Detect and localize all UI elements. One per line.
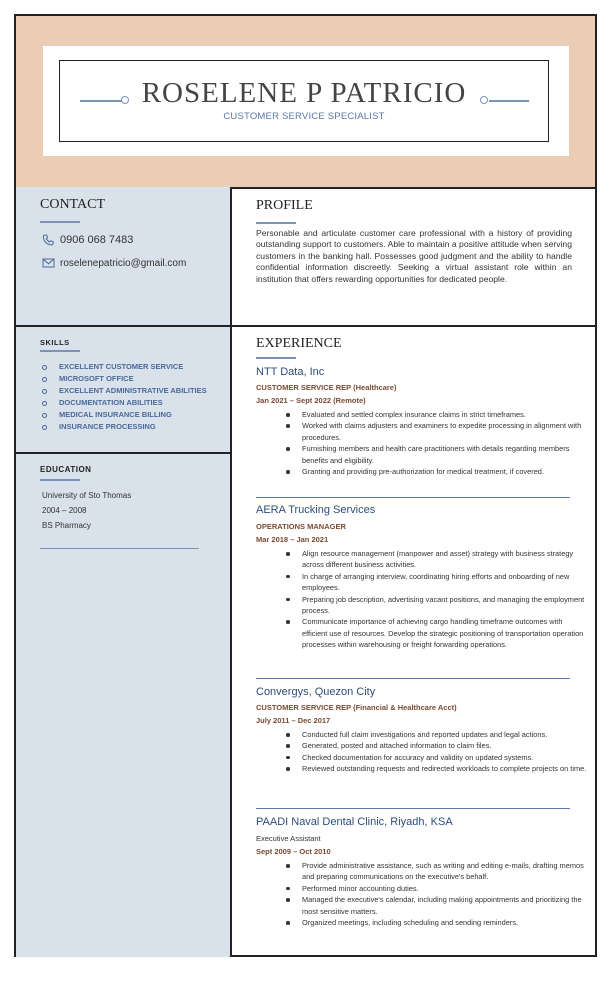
profile-underline [256, 222, 296, 224]
job-separator [256, 808, 570, 809]
skills-underline [40, 350, 80, 352]
job-bullet: Conducted full claim investigations and reported updates and legal actions. [278, 729, 588, 740]
phone-icon [42, 234, 55, 246]
job-bullet: Provide administrative assistance, such as writing and editing e-mails, drafting memos and preparing communications on the executive's behalf. [278, 860, 588, 883]
job-company: PAADI Naval Dental Clinic, Riyadh, KSA [256, 816, 453, 828]
job-role: OPERATIONS MANAGER [256, 522, 346, 531]
education-end-line [40, 548, 199, 549]
header-box [59, 60, 549, 142]
job-company: AERA Trucking Services [256, 504, 376, 516]
skill-item: MEDICAL INSURANCE BILLING [42, 409, 207, 421]
phone-row [42, 234, 133, 246]
job-dates: Jan 2021 – Sept 2022 (Remote) [256, 396, 366, 405]
job-bullets [278, 729, 588, 775]
header-card [43, 46, 569, 156]
job-bullet: In charge of arranging interview, coordinating hiring efforts and onboarding of new employees. [278, 571, 588, 594]
job-bullet: Communicate importance of achieving cargo handling timeframe outcomes with efficient use of resources. Develop the strategic positioning of transportation operation processes within warehousing or freight forwarding operations. [278, 616, 588, 650]
resume-frame [14, 14, 597, 957]
candidate-name: ROSELENE P PATRICIO [141, 77, 467, 109]
job-bullet: Evaluated and settled complex insurance claims in strict timeframes. [278, 409, 588, 420]
contact-underline [40, 221, 80, 223]
job-bullets [278, 860, 588, 928]
profile-heading: PROFILE [256, 198, 313, 213]
job-bullet: Preparing job description, advertising vacant positions, and managing the employment process. [278, 594, 588, 617]
job-dates: Sept 2009 – Oct 2010 [256, 847, 331, 856]
section-divider [16, 325, 595, 327]
job-bullets [278, 409, 588, 477]
job-role: Executive Assistant [256, 834, 321, 843]
job-bullet: Managed the executive's calendar, including making appointments and prioritizing the most sensitive matters. [278, 894, 588, 917]
job-dates: Mar 2018 – Jan 2021 [256, 535, 329, 544]
job-role: CUSTOMER SERVICE REP (Healthcare) [256, 383, 397, 392]
education-school: University of Sto Thomas [42, 491, 132, 500]
job-company: Convergys, Quezon City [256, 686, 376, 698]
skill-item: INSURANCE PROCESSING [42, 421, 207, 433]
job-separator [256, 497, 570, 498]
email-address: roselenepatricio@gmail.com [60, 257, 187, 269]
job-bullet: Performed minor accounting duties. [278, 883, 588, 894]
skill-item: EXCELLENT ADMINISTRATIVE ABILITIES [42, 385, 207, 397]
skills-list [42, 361, 207, 433]
profile-text: Personable and articulate customer care professional with a history of providing outstanding support to customers. Able to maintain a positive attitude when serving customers in the banking hall. Possesses good judgment and the ability to handle confidential information discreetly. Seeking a virtual assistant role within an institution that offers rewarding opportunities for dedicated people. [256, 228, 572, 284]
education-years: 2004 – 2008 [42, 506, 87, 515]
job-bullets [278, 548, 588, 651]
job-bullet: Checked documentation for accuracy and validity on updated systems. [278, 752, 588, 763]
job-role: CUSTOMER SERVICE REP (Financial & Healthcare Acct) [256, 703, 457, 712]
skills-heading: SKILLS [40, 338, 70, 347]
job-bullet: Organized meetings, including scheduling and sending reminders. [278, 917, 588, 928]
skill-item: MICROSOFT OFFICE [42, 373, 207, 385]
sidebar-divider [16, 452, 230, 454]
skill-item: EXCELLENT CUSTOMER SERVICE [42, 361, 207, 373]
email-row [42, 257, 186, 269]
job-bullet: Align resource management (manpower and asset) strategy with business strategy across different business activities. [278, 548, 588, 571]
job-bullet: Generated, posted and attached information to claim files. [278, 740, 588, 751]
job-title: CUSTOMER SERVICE SPECIALIST [223, 111, 385, 122]
job-company: NTT Data, Inc [256, 366, 325, 378]
email-icon [42, 257, 55, 269]
sidebar [16, 187, 232, 957]
job-separator [256, 678, 570, 679]
skill-item: DOCUMENTATION ABILITIES [42, 397, 207, 409]
job-bullet: Reviewed outstanding requests and redirected workloads to complete projects on time. [278, 763, 588, 774]
job-dates: July 2011 – Dec 2017 [256, 716, 331, 725]
experience-underline [256, 357, 296, 359]
education-heading: EDUCATION [40, 465, 92, 474]
education-underline [40, 479, 80, 481]
job-bullet: Granting and providing pre-authorization for medical treatment, if covered. [278, 466, 588, 477]
phone-number: 0906 068 7483 [60, 234, 134, 246]
contact-heading: CONTACT [40, 197, 105, 212]
job-bullet: Worked with claims adjusters and examiners to expedite processing in alignment with procedures. [278, 420, 588, 443]
header-band [16, 16, 595, 189]
experience-heading: EXPERIENCE [256, 336, 342, 351]
education-degree: BS Pharmacy [42, 521, 91, 530]
job-bullet: Furnishing members and health care practitioners with details regarding members benefits and eligibility. [278, 443, 588, 466]
